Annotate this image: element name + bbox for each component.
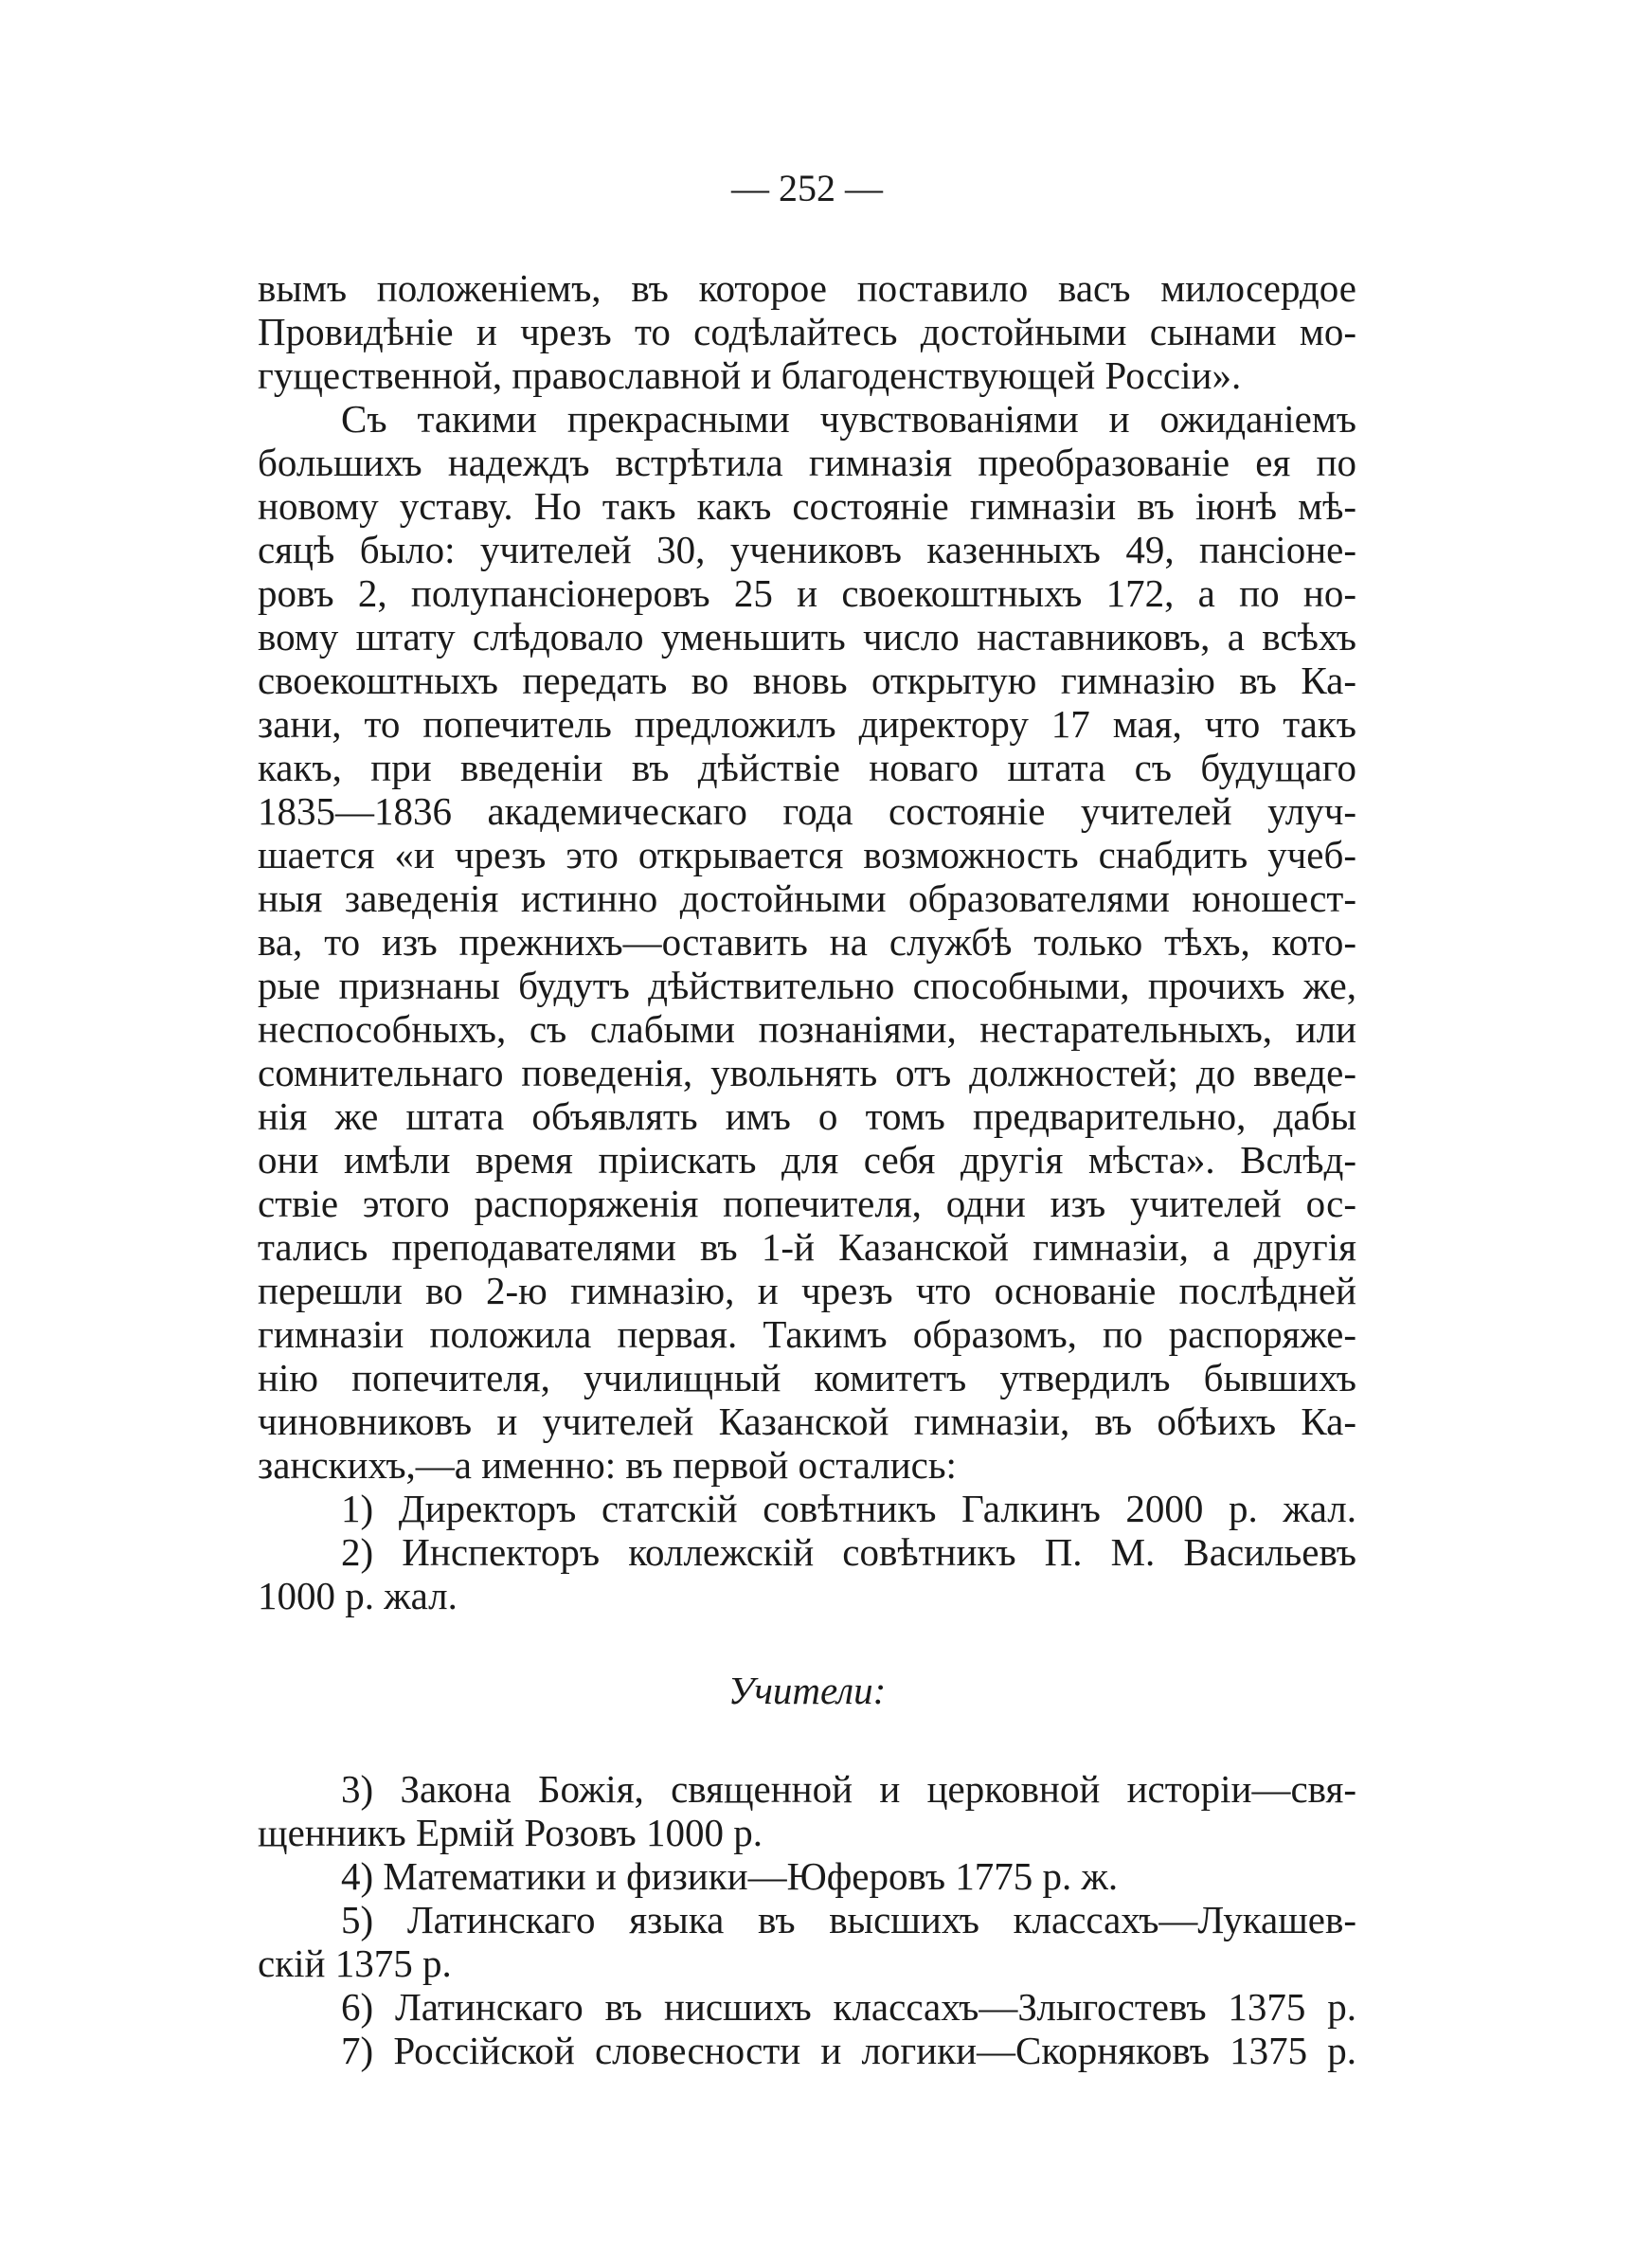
list-item: 4) Математики и физики—Юферовъ 1775 р. ж.	[341, 1854, 1119, 1898]
list-item: 3) Закона Божiя, священной и церковной исторiи—свя-	[341, 1767, 1356, 1811]
list-item: 1) Директоръ статскiй совѣтникъ Галкинъ 2000 р. жал.	[341, 1487, 1356, 1530]
paragraph-main	[258, 397, 1356, 1487]
text-line: неспособныхъ, съ слабыми познанiями, нестарательныхъ, или	[258, 1007, 1356, 1051]
text-line: 1835—1836 академическаго года состоянiе учителей улуч-	[258, 789, 1356, 833]
text-line: большихъ надеждъ встрѣтила гимназiя преобразованiе ея по	[258, 441, 1356, 484]
list-item-continuation: 1000 р. жал.	[258, 1574, 458, 1617]
teachers-list	[258, 1767, 1356, 2072]
text-line: своекоштныхъ передать во вновь открытую гимназiю въ Ка-	[258, 659, 1356, 702]
text-line: они имѣли время прiискать для себя другiя мѣста». Вслѣд-	[258, 1138, 1356, 1182]
text-line: шается «и чрезъ это открывается возможность снабдить учеб-	[258, 833, 1356, 876]
text-line: гимназiи положила первая. Такимъ образомъ, по распоряже-	[258, 1312, 1356, 1356]
text-line: вымъ положенiемъ, въ которое поставило васъ милосердое	[258, 266, 1356, 310]
text-line: гущественной, православной и благоденствующей Россiи».	[258, 353, 1242, 397]
text-line: ныя заведенiя истинно достойными образователями юношест-	[258, 876, 1356, 920]
list-item: 2) Инспекторъ коллежскiй совѣтникъ П. М. Васильевъ	[341, 1530, 1356, 1574]
text-line: перешли во 2-ю гимназiю, и чрезъ что основанiе послѣдней	[258, 1269, 1356, 1312]
list-item-continuation: щенникъ Ермiй Розовъ 1000 р.	[258, 1811, 763, 1854]
page-content	[258, 166, 1356, 2072]
paragraph-continuation	[258, 266, 1356, 397]
list-item: 7) Россiйской словесности и логики—Скорняковъ 1375 р.	[341, 2029, 1356, 2072]
list-item-continuation: скiй 1375 р.	[258, 1941, 452, 1985]
page-number: — 252 —	[731, 167, 883, 209]
text-line: чиновниковъ и учителей Казанской гимназiи, въ обѣихъ Ка-	[258, 1399, 1356, 1443]
text-line: Съ такими прекрасными чувствованiями и ожиданiемъ	[341, 397, 1356, 441]
list-item: 5) Латинскаго языка въ высшихъ классахъ—Лукашев-	[341, 1898, 1356, 1941]
text-line: нiя же штата объявлять имъ о томъ предварительно, дабы	[258, 1094, 1356, 1138]
text-line: вому штату слѣдовало уменьшить число наставниковъ, а всѣхъ	[258, 615, 1356, 659]
text-line: ва, то изъ прежнихъ—оставить на службѣ только тѣхъ, кото-	[258, 920, 1356, 964]
text-line: Провидѣнiе и чрезъ то содѣлайтесь достойными сынами мо-	[258, 310, 1356, 353]
list-item: 6) Латинскаго въ нисшихъ классахъ—Злыгостевъ 1375 р.	[341, 1985, 1356, 2029]
text-line: тались преподавателями въ 1-й Казанской гимназiи, а другiя	[258, 1225, 1356, 1269]
text-line: какъ, при введенiи въ дѣйствiе новаго штата съ будущаго	[258, 746, 1356, 789]
text-line: новому уставу. Но такъ какъ состоянiе гимназiи въ iюнѣ мѣ-	[258, 484, 1356, 528]
text-line: рые признаны будутъ дѣйствительно способными, прочихъ же,	[258, 964, 1356, 1007]
text-line: занскихъ,—а именно: въ первой остались:	[258, 1443, 957, 1487]
text-line: ровъ 2, полупансiонеровъ 25 и своекоштныхъ 172, а по но-	[258, 571, 1356, 615]
officials-list	[258, 1487, 1356, 1617]
text-line: зани, то попечитель предложилъ директору 17 мая, что такъ	[258, 702, 1356, 746]
section-title: Учители:	[727, 1669, 887, 1712]
text-line: сомнительнаго поведенiя, увольнять отъ должностей; до введе-	[258, 1051, 1356, 1094]
text-line: сяцѣ было: учителей 30, учениковъ казенныхъ 49, пансiоне-	[258, 528, 1356, 571]
text-line: нiю попечителя, училищный комитетъ утвердилъ бывшихъ	[258, 1356, 1356, 1399]
text-line: ствiе этого распоряженiя попечителя, одни изъ учителей ос-	[258, 1182, 1356, 1225]
